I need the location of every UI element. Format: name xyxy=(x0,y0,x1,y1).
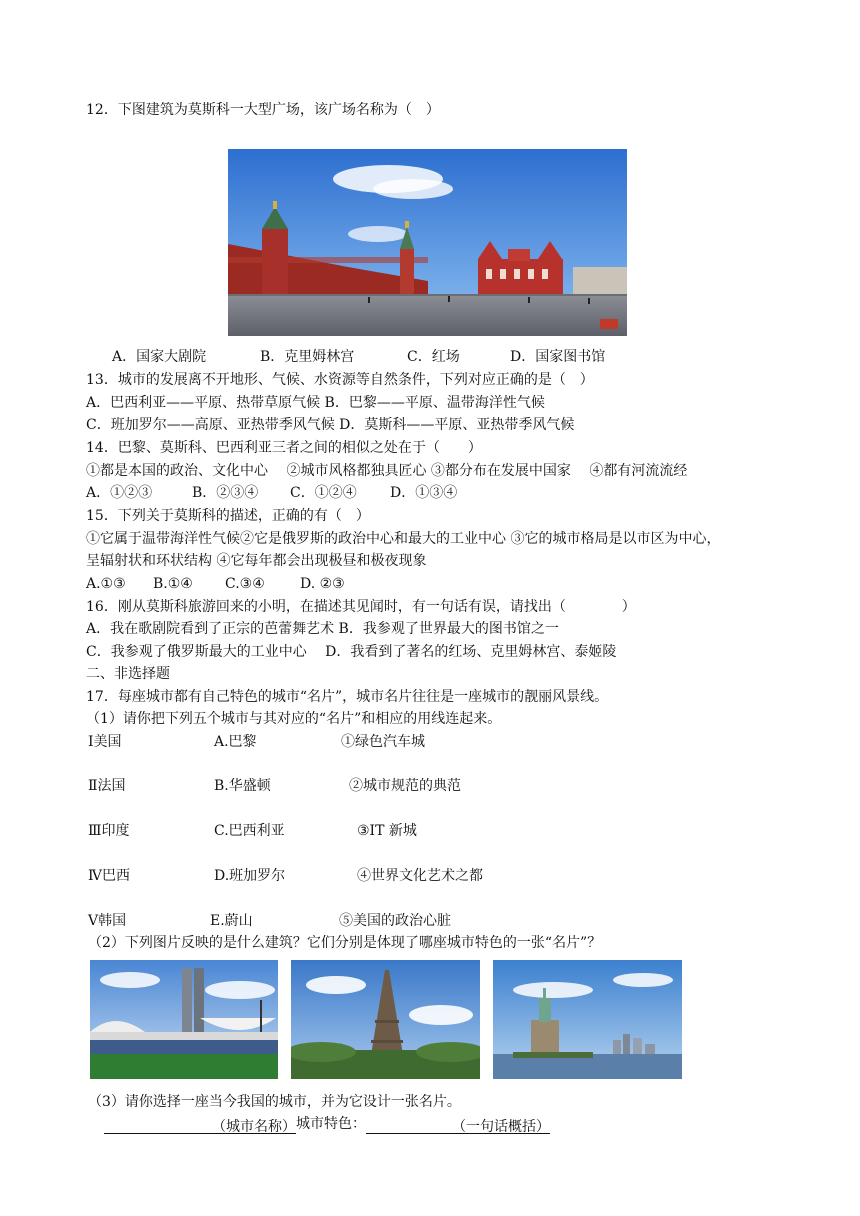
match-country: Ⅱ法国 xyxy=(88,778,126,794)
city-feature-label: 城市特色： xyxy=(296,1116,366,1132)
match-country: Ⅳ巴西 xyxy=(88,868,130,884)
match-city: D.班加罗尔 xyxy=(214,868,286,884)
q13-options-line1: A．巴西利亚——平原、热带草原气候 B．巴黎——平原、温带海洋性气候 xyxy=(86,395,545,411)
q12-option-b: B．克里姆林宫 xyxy=(260,349,355,365)
match-card: ③IT 新城 xyxy=(357,823,417,839)
city-card-answer-line xyxy=(104,1114,550,1134)
q14-stem: 14．巴黎、莫斯科、巴西利亚三者之间的相似之处在于（ ） xyxy=(86,440,482,456)
q16-stem: 16．刚从莫斯科旅游回来的小明，在描述其见闻时，有一句话有误，请找出（ ） xyxy=(86,599,636,615)
q15-option-c: C.③④ xyxy=(225,576,265,592)
section-heading: 二、非选择题 xyxy=(86,666,170,682)
match-city: C.巴西利亚 xyxy=(214,823,285,839)
q14-option-c: C．①②④ xyxy=(290,485,357,501)
match-country: Ⅲ印度 xyxy=(88,823,130,839)
brasilia-congress-photo xyxy=(90,960,278,1079)
summary-label: （一句话概括） xyxy=(452,1119,550,1135)
match-card: ⑤美国的政治心脏 xyxy=(339,913,451,929)
q17-stem: 17．每座城市都有自己特色的城市“名片”，城市名片往往是一座城市的靓丽风景线。 xyxy=(86,689,609,705)
q14-option-a: A．①②③ xyxy=(86,485,153,501)
match-city: E.蔚山 xyxy=(210,913,253,929)
city-name-blank[interactable] xyxy=(104,1117,212,1134)
match-country: Ⅴ韩国 xyxy=(88,913,127,929)
city-feature-blank[interactable] xyxy=(366,1117,452,1134)
match-country: Ⅰ美国 xyxy=(88,734,122,750)
q16-options-line1: A．我在歌剧院看到了正宗的芭蕾舞艺术 B．我参观了世界最大的图书馆之一 xyxy=(86,621,559,637)
match-card: ④世界文化艺术之都 xyxy=(357,868,483,884)
q16-options-line2: C．我参观了俄罗斯最大的工业中心 D．我看到了著名的红场、克里姆林宫、泰姬陵 xyxy=(86,644,617,660)
eiffel-tower-photo xyxy=(291,960,480,1079)
match-card: ②城市规范的典范 xyxy=(349,778,461,794)
city-name-label: （城市名称） xyxy=(212,1119,296,1135)
q15-statements-line1: ①它属于温带海洋性气候②它是俄罗斯的政治中心和最大的工业中心 ③它的城市格局是以市区为中心， xyxy=(86,531,721,547)
statue-of-liberty-photo xyxy=(493,960,682,1079)
q12-option-a: A．国家大剧院 xyxy=(112,349,207,365)
q15-statements-line2: 呈辐射状和环状结构 ④它每年都会出现极昼和极夜现象 xyxy=(86,553,427,569)
match-card: ①绿色汽车城 xyxy=(341,734,425,750)
q14-option-b: B．②③④ xyxy=(192,485,259,501)
q13-stem: 13．城市的发展离不开地形、气候、水资源等自然条件，下列对应正确的是（ ） xyxy=(86,372,594,388)
q14-statements: ①都是本国的政治、文化中心 ②城市风格都独具匠心 ③都分布在发展中国家 ④都有河流流经 xyxy=(86,463,688,479)
match-city: A.巴黎 xyxy=(214,734,257,750)
q15-option-d: D. ②③ xyxy=(300,576,345,592)
q12-option-c: C．红场 xyxy=(407,349,460,365)
q12-stem: 12．下图建筑为莫斯科一大型广场，该广场名称为（ ） xyxy=(86,102,440,118)
q17-part1-instruction: （1）请你把下列五个城市与其对应的“名片”和相应的用线连起来。 xyxy=(86,711,502,727)
q12-option-d: D．国家图书馆 xyxy=(510,349,606,365)
q17-part2-instruction: （2）下列图片反映的是什么建筑？它们分别是体现了哪座城市特色的一张“名片”？ xyxy=(88,935,602,951)
q15-stem: 15．下列关于莫斯科的描述，正确的有（ ） xyxy=(86,508,370,524)
q17-part3-instruction: （3）请你选择一座当今我国的城市，并为它设计一张名片。 xyxy=(88,1094,461,1110)
red-square-photo xyxy=(228,149,627,336)
q14-option-d: D．①③④ xyxy=(390,485,458,501)
q13-options-line2: C．班加罗尔——高原、亚热带季风气候 D．莫斯科——平原、亚热带季风气候 xyxy=(86,417,575,433)
q15-option-b: B.①④ xyxy=(153,576,193,592)
match-city: B.华盛顿 xyxy=(214,778,271,794)
q15-option-a: A.①③ xyxy=(86,576,126,592)
